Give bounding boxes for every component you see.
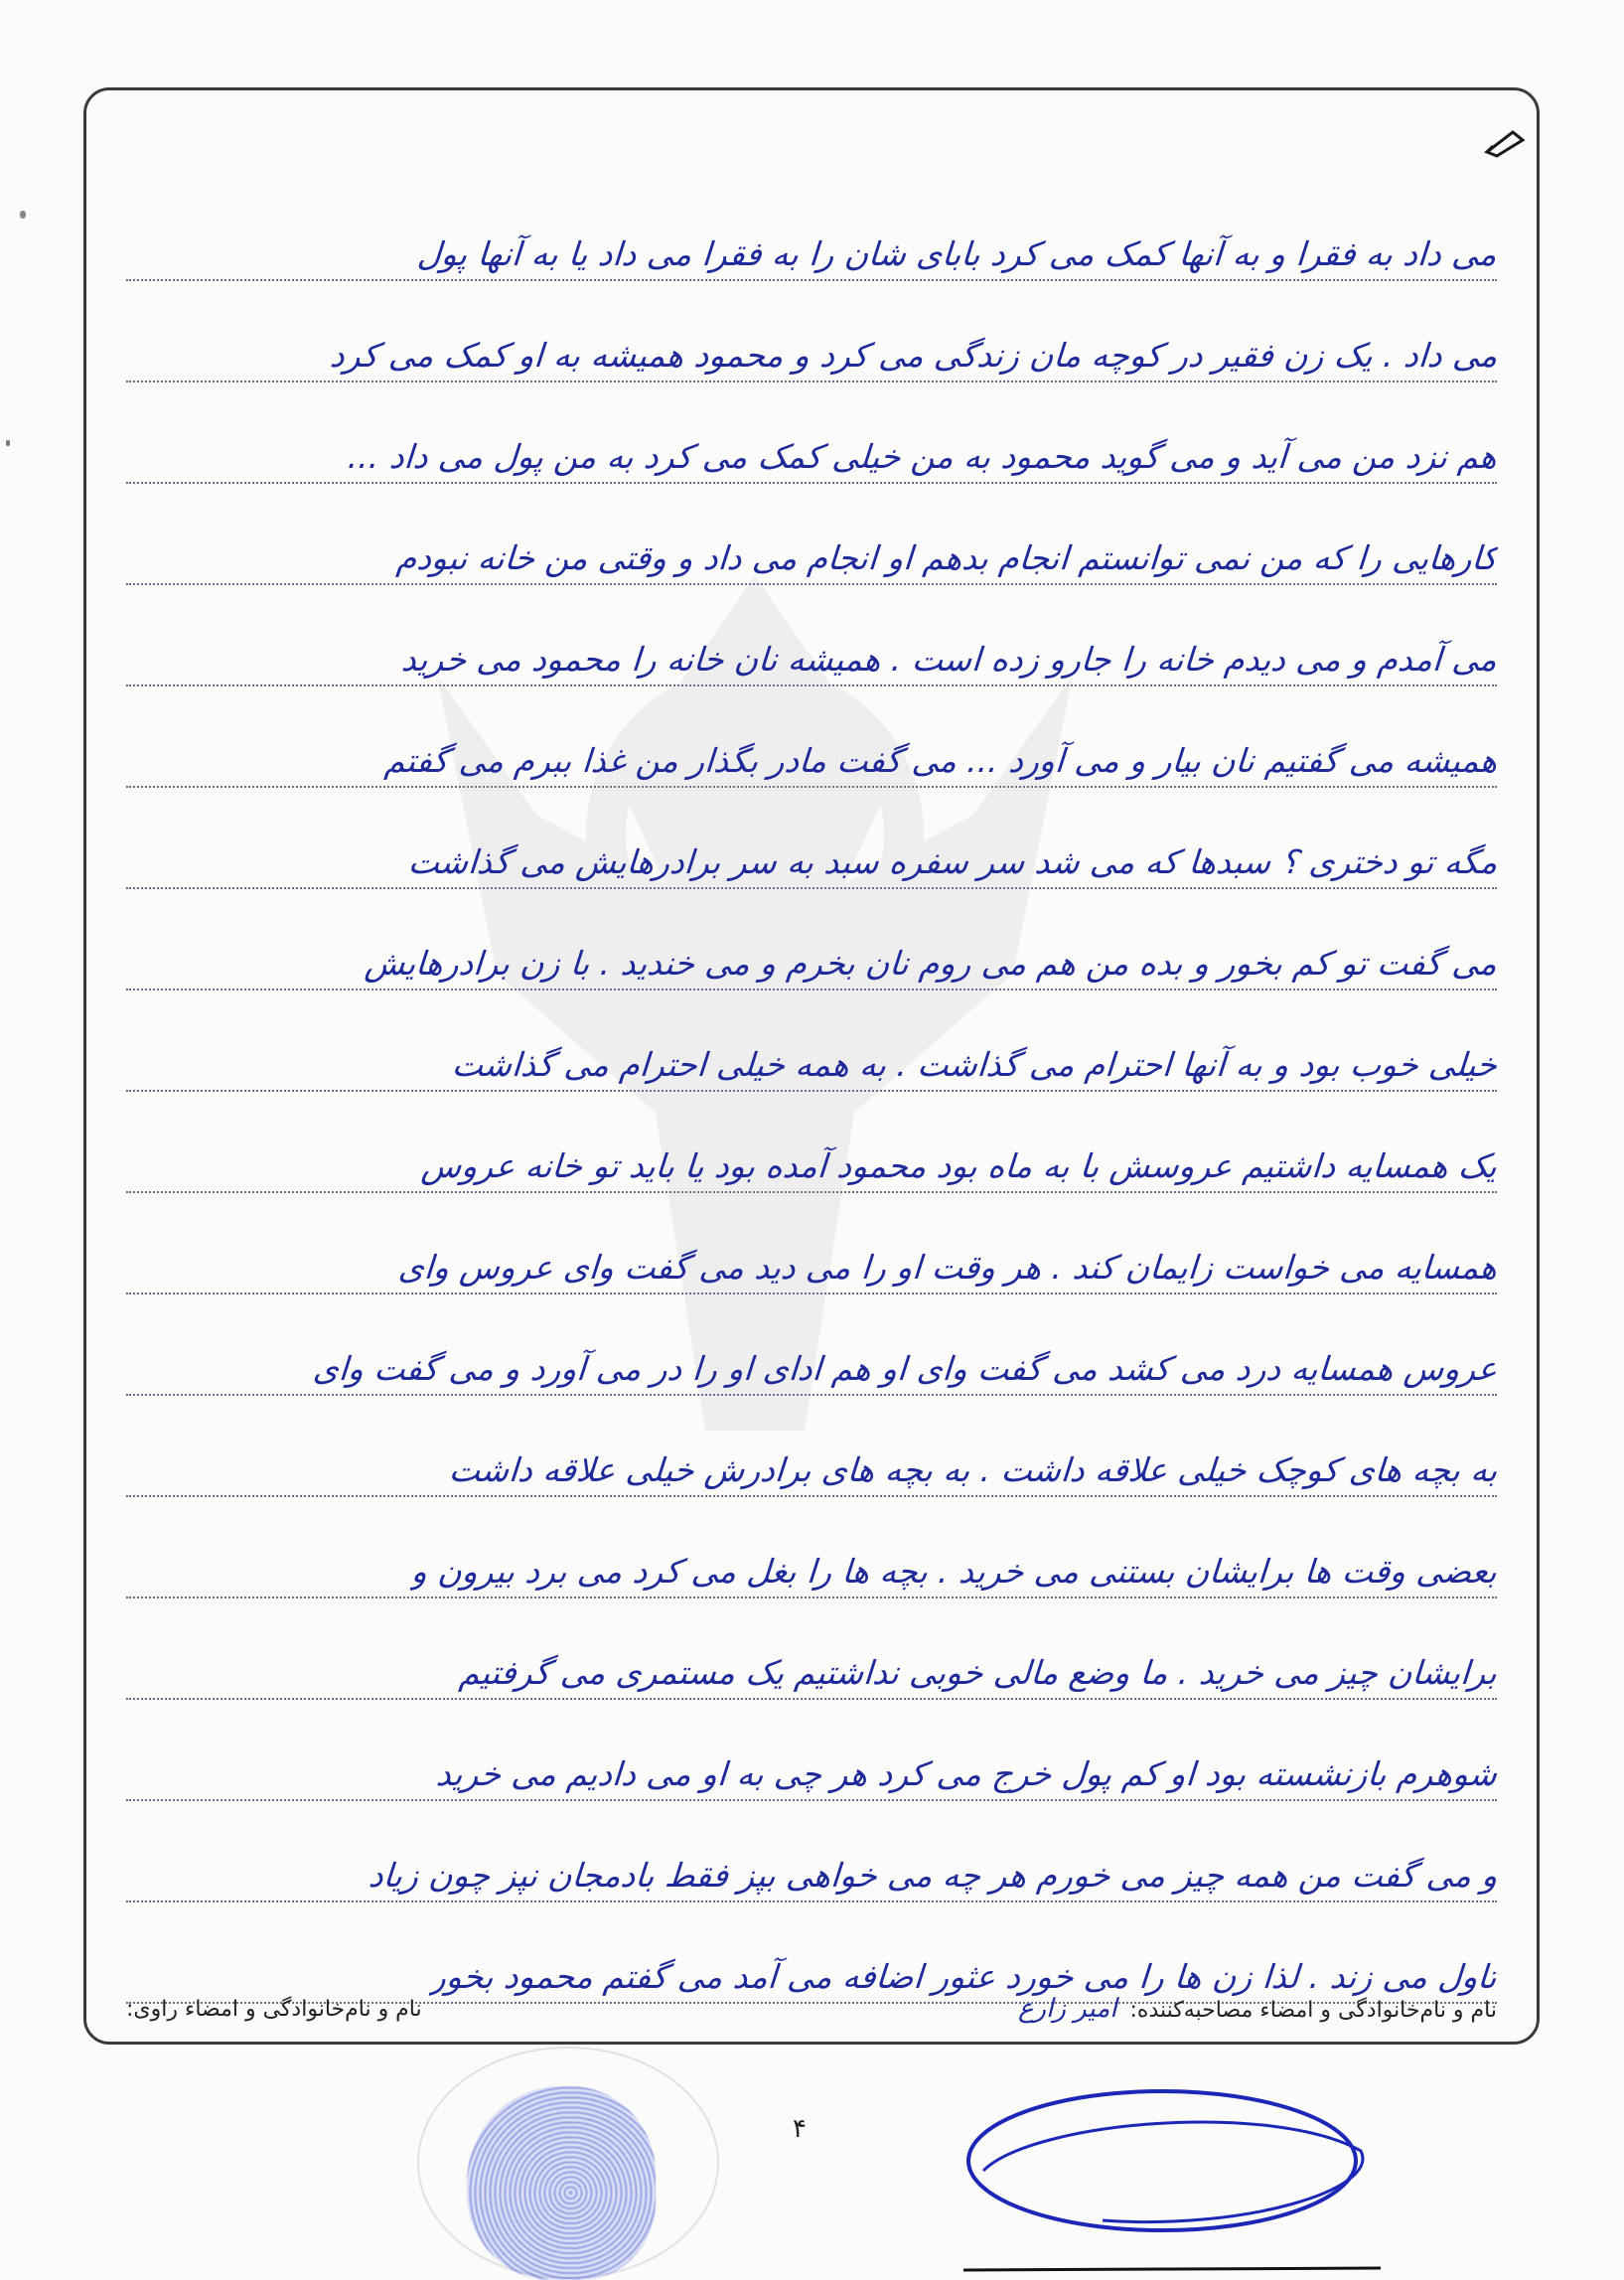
interviewer-field xyxy=(1012,1994,1497,2024)
line-text: خیلی خوب بود و به آنها احترام می گذاشت . به همه خیلی احترام می گذاشت xyxy=(450,1045,1499,1084)
interviewer-label: نام و نام‌خانوادگی و امضاء مصاحبه‌کننده: xyxy=(1129,1998,1497,2023)
text-line xyxy=(126,585,1497,686)
line-text: به بچه های کوچک خیلی علاقه داشت . به بچه های برادرش خیلی علاقه داشت xyxy=(447,1450,1499,1489)
scan-speck xyxy=(6,440,10,446)
line-text: می آمدم و می دیدم خانه را جارو زده است . همیشه نان خانه را محمود می خرید xyxy=(400,640,1499,679)
signature-footer xyxy=(126,1994,1497,2024)
scan-speck xyxy=(20,211,26,219)
pen-icon xyxy=(1483,126,1529,158)
text-line xyxy=(126,1902,1497,2004)
interviewer-signature: امیر زارع xyxy=(1018,1994,1117,2024)
text-line xyxy=(126,990,1497,1092)
line-text: بعضی وقت ها برایشان بستنی می خرید . بچه ها را بغل می کرد می برد بیرون و xyxy=(410,1552,1499,1591)
line-text: مگه تو دختری ؟ سبدها که می شد سر سفره سبد به سر برادرهایش می گذاشت xyxy=(406,842,1499,881)
line-text: کارهایی را که من نمی توانستم انجام بدهم او انجام می داد و وقتی من خانه نبودم xyxy=(394,538,1499,577)
text-line xyxy=(126,788,1497,889)
line-text: هم نزد من می آید و می گوید محمود به من خیلی کمک می کرد به من پول می داد ... xyxy=(347,437,1499,476)
line-text: می گفت تو کم بخور و بده من هم می روم نان بخرم و می خندید . با زن برادرهایش xyxy=(364,944,1499,983)
line-text: شوهرم بازنشسته بود او کم پول خرج می کرد هر چی به او می دادیم می خرید xyxy=(435,1754,1499,1793)
line-text: و می گفت من همه چیز می خورم هر چه می خواهی بپز فقط بادمجان نپز چون زیاد xyxy=(367,1856,1499,1895)
text-line xyxy=(126,1700,1497,1801)
text-line xyxy=(126,484,1497,585)
text-line xyxy=(126,1801,1497,1902)
line-text: عروس همسایه درد می کشد می گفت وای او هم ادای او را در می آورد و می گفت وای xyxy=(311,1349,1499,1388)
text-line xyxy=(126,1193,1497,1294)
line-text: می داد . یک زن فقیر در کوچه مان زندگی می کرد و محمود همیشه به او کمک می کرد xyxy=(328,336,1499,375)
text-line xyxy=(126,1497,1497,1598)
fingerprint-stamp xyxy=(467,2086,656,2280)
line-text: می داد به فقرا و به آنها کمک می کرد بابای شان را به فقرا می داد یا به آنها پول xyxy=(416,234,1499,273)
ruled-text-frame xyxy=(83,87,1540,2045)
line-text: همیشه می گفتیم نان بیار و می آورد ... می گفت مادر بگذار من غذا ببرم می گفتم xyxy=(382,741,1499,780)
text-line xyxy=(126,281,1497,382)
text-line xyxy=(126,180,1497,281)
line-text: برایشان چیز می خرید . ما وضع مالی خوبی نداشتیم یک مستمری می گرفتیم xyxy=(458,1653,1499,1692)
handwritten-lines xyxy=(126,180,1497,2004)
text-line xyxy=(126,382,1497,484)
narrator-field xyxy=(126,1997,422,2022)
narrator-signature xyxy=(944,2081,1401,2280)
page-number: ۴ xyxy=(793,2114,807,2144)
text-line xyxy=(126,686,1497,788)
text-line xyxy=(126,1294,1497,1396)
text-line xyxy=(126,1598,1497,1700)
text-line xyxy=(126,1396,1497,1497)
text-line xyxy=(126,889,1497,990)
narrator-label: نام و نام‌خانوادگی و امضاء راوی: xyxy=(126,1996,422,2022)
line-text: تاول می زند . لذا زن ها را می خورد عثور اضافه می آمد می گفتم محمود بخور xyxy=(429,1957,1499,1996)
line-text: یک همسایه داشتیم عروسش با به ماه بود محمود آمده بود یا باید تو خانه عروس xyxy=(420,1146,1499,1185)
line-text: همسایه می خواست زایمان کند . هر وقت او را می دید می گفت وای عروس وای xyxy=(396,1248,1499,1287)
text-line xyxy=(126,1092,1497,1193)
